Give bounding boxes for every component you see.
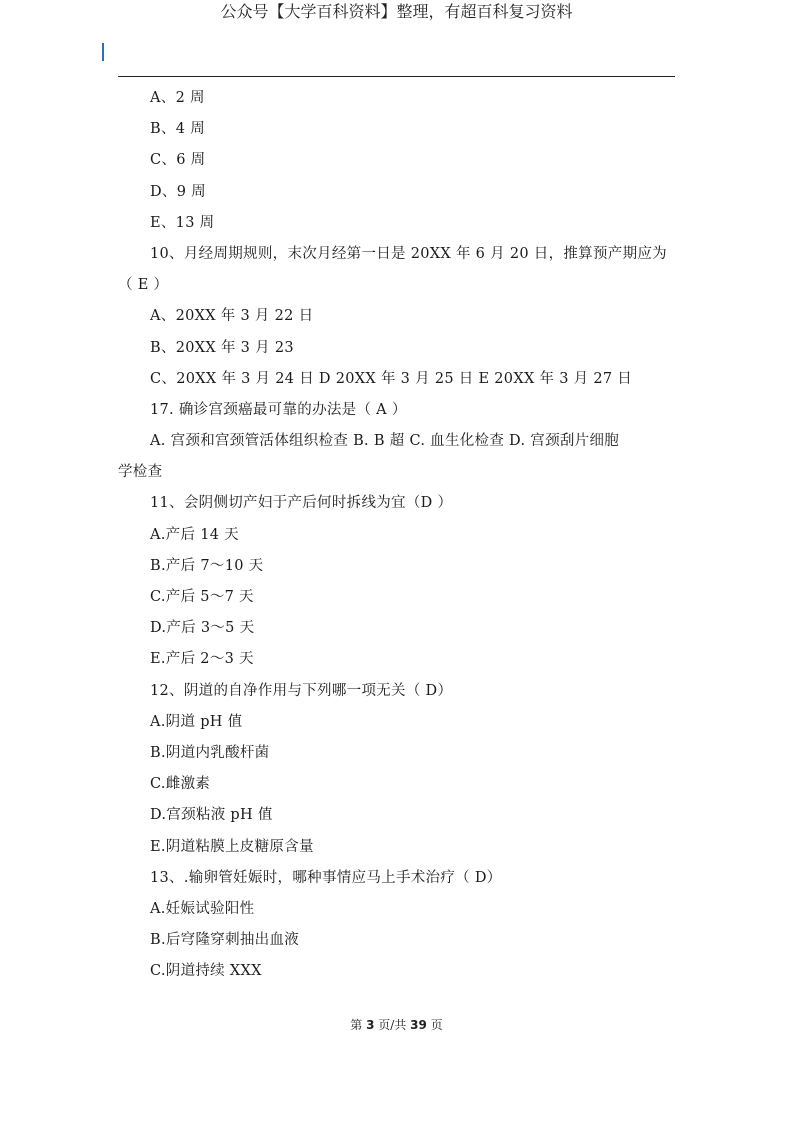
text-line: A、2 周 <box>150 90 205 106</box>
page-footer <box>0 1016 793 1033</box>
footer-suffix: 页 <box>426 1018 443 1032</box>
text-line: B、20XX 年 3 月 23 <box>150 339 294 356</box>
text-line: 学检查 <box>118 464 163 481</box>
text-line: A、20XX 年 3 月 22 日 <box>150 308 314 325</box>
current-page-number: 3 <box>366 1018 375 1032</box>
text-line: E、13 周 <box>150 214 215 231</box>
total-page-count: 39 <box>410 1018 427 1032</box>
text-line: C.产后 5～7 天 <box>150 589 254 605</box>
text-line: D、9 周 <box>150 183 206 200</box>
text-line: A.产后 14 天 <box>150 526 239 543</box>
text-line: （ E ） <box>118 277 169 294</box>
text-line: C.阴道持续 XXX <box>150 963 262 980</box>
text-line: E.阴道粘膜上皮糖原含量 <box>150 838 314 855</box>
text-line: D.宫颈粘液 pH 值 <box>150 807 273 824</box>
text-line: E.产后 2～3 天 <box>150 651 254 668</box>
text-line: 10、月经周期规则，末次月经第一日是 20XX 年 6 月 20 日，推算预产期应为 <box>150 245 667 262</box>
text-line: B.阴道内乳酸杆菌 <box>150 744 270 761</box>
text-line: 13、.输卵管妊娠时，哪种事情应马上手术治疗（ D） <box>150 869 502 886</box>
text-cursor <box>102 43 104 61</box>
text-line: 17. 确诊宫颈癌最可靠的办法是（ A ） <box>150 401 407 418</box>
text-line: C.雌激素 <box>150 776 211 793</box>
text-line: C、6 周 <box>150 152 206 169</box>
footer-prefix: 第 <box>350 1018 367 1032</box>
text-line: C、20XX 年 3 月 24 日 D 20XX 年 3 月 25 日 E 20XX 年 3 月 27 日 <box>150 370 633 387</box>
text-line: A.阴道 pH 值 <box>150 713 243 730</box>
text-line: 12、阴道的自净作用与下列哪一项无关（ D） <box>150 682 453 699</box>
text-line: 11、会阴侧切产妇于产后何时拆线为宜（D ） <box>150 495 453 512</box>
text-line: B.产后 7～10 天 <box>150 557 264 574</box>
document-body <box>118 87 676 991</box>
text-line: D.产后 3～5 天 <box>150 620 255 637</box>
text-line: A.妊娠试验阳性 <box>150 900 255 917</box>
text-line: A. 宫颈和宫颈管活体组织检查 B. B 超 C. 血生化检查 D. 宫颈刮片细胞 <box>150 433 620 450</box>
page-header: 公众号【大学百科资料】整理，有超百科复习资料 <box>220 2 573 21</box>
footer-middle: 页/共 <box>374 1018 411 1032</box>
text-line: B、4 周 <box>150 121 205 138</box>
header-rule <box>118 76 675 77</box>
text-line: B.后穹隆穿刺抽出血液 <box>150 932 300 949</box>
